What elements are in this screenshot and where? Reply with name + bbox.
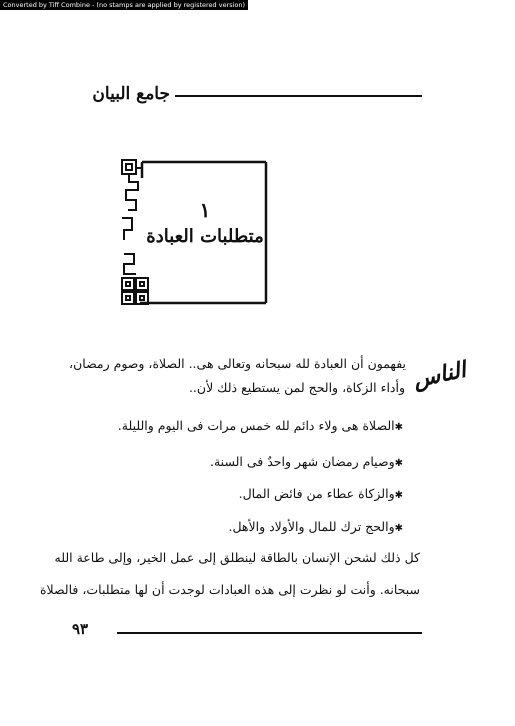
side-word-calligraphy: الناس <box>410 356 469 394</box>
paragraph-line-3: كل ذلك لشحن الإنسان بالطاقة لينطلق إلى عمل الخير، وإلى طاعة الله <box>54 550 420 565</box>
chapter-number: ١ <box>199 198 211 222</box>
paragraph-line-4: سبحانه. وأنت لو نظرت إلى هذه العبادات لوجدت أن لها متطلبات، فالصلاة <box>39 582 420 597</box>
footer-rule <box>117 632 422 634</box>
page-number: ٩٣ <box>72 620 89 638</box>
paragraph-line-2: وأداء الزكاة، والحج لمن يستطيع ذلك لأن.. <box>188 380 405 395</box>
converter-banner: Converted by Tiff Combine - (no stamps are applied by registered version) <box>0 0 248 10</box>
bullet-fasting: ✱ وصيام رمضان شهر واحدٌ فى السنة. <box>210 450 403 476</box>
bullet-prayer: ✱ الصلاة هى ولاء دائم لله خمس مرات فى اليوم والليلة. <box>118 414 403 440</box>
bullet-hajj: ✱ والحج ترك للمال والأولاد والأهل. <box>228 515 403 541</box>
paragraph-line-1: يفهمون أن العبادة لله سبحانه وتعالى هى.. الصلاة، وصوم رمضان، <box>69 356 406 371</box>
chapter-title: متطلبات العبادة <box>146 226 264 247</box>
running-header-title: جامع البيان <box>92 84 170 104</box>
header-rule <box>175 95 422 97</box>
bullet-zakat: ✱ والزكاة عطاء من فائض المال. <box>239 482 403 508</box>
